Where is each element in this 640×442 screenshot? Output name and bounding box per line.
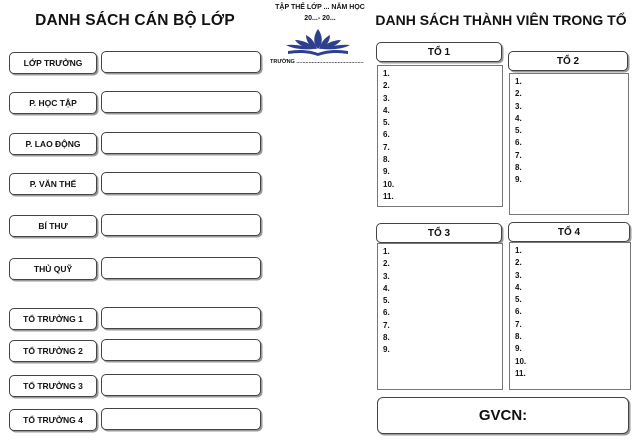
- label-bi-thu: BÍ THƯ: [9, 215, 97, 237]
- list-item: 11.: [383, 191, 394, 201]
- list-item: 9.: [515, 344, 522, 354]
- list-item: 3.: [515, 270, 522, 280]
- label-thu-quy: THỦ QUỸ: [9, 258, 97, 280]
- list-item: 4.: [383, 105, 390, 115]
- list-item: 5.: [383, 118, 390, 128]
- field-to-truong-1[interactable]: [101, 307, 261, 329]
- list-item: 1.: [515, 246, 522, 255]
- list-item: 7.: [515, 150, 522, 160]
- list-item: 8.: [515, 332, 522, 342]
- field-hoc-tap[interactable]: [101, 91, 261, 113]
- label-hoc-tap: P. HỌC TẬP: [9, 92, 97, 114]
- list-item: 10.: [383, 179, 395, 189]
- field-van-the[interactable]: [101, 172, 261, 194]
- gvcn-label: GVCN:: [478, 407, 528, 424]
- label-lop-truong: LỚP TRƯỞNG: [9, 52, 97, 74]
- list-item: 2.: [515, 258, 522, 268]
- school-name-line: TRƯỜNG ............................................: [270, 59, 364, 65]
- list-item: 4.: [383, 283, 390, 293]
- homeroom-teacher-box[interactable]: [377, 397, 629, 434]
- label-to-truong-1: TỔ TRƯỞNG 1: [9, 308, 97, 330]
- list-item: 11.: [515, 368, 526, 378]
- list-item: 6.: [515, 138, 522, 148]
- list-item: 1.: [383, 247, 390, 256]
- list-item: 5.: [515, 295, 522, 305]
- list-item: 2.: [383, 81, 390, 91]
- list-item: 7.: [515, 319, 522, 329]
- class-year-line: TẬP THỂ LỚP ... NĂM HỌC: [275, 4, 365, 11]
- group-2-title: TỔ 2: [508, 51, 628, 71]
- group-4-title: TỔ 4: [508, 222, 630, 242]
- list-item: 1.: [383, 69, 390, 78]
- list-item: 4.: [515, 113, 522, 123]
- list-item: 7.: [383, 142, 390, 152]
- list-item: 2.: [383, 259, 390, 269]
- field-lao-dong[interactable]: [101, 132, 261, 154]
- label-lao-dong: P. LAO ĐỘNG: [9, 133, 97, 155]
- group-1-list[interactable]: [377, 65, 503, 207]
- class-header: [265, 2, 375, 24]
- list-item: 4.: [515, 282, 522, 292]
- list-item: 6.: [383, 308, 390, 318]
- group-4-list[interactable]: [509, 242, 631, 390]
- list-item: 3.: [515, 101, 522, 111]
- field-lop-truong[interactable]: [101, 51, 261, 73]
- school-year-range: 20...- 20...: [304, 15, 336, 22]
- list-item: 8.: [515, 163, 522, 173]
- list-item: 8.: [383, 155, 390, 165]
- officers-title: DANH SÁCH CÁN BỘ LỚP: [35, 12, 235, 29]
- label-van-the: P. VĂN THỂ: [9, 173, 97, 195]
- group-3-list[interactable]: [377, 243, 503, 390]
- list-item: 9.: [383, 345, 390, 355]
- list-item: 8.: [383, 333, 390, 343]
- list-item: 2.: [515, 89, 522, 99]
- group-1-title: TỔ 1: [376, 42, 502, 62]
- list-item: 3.: [383, 271, 390, 281]
- list-item: 10.: [515, 356, 527, 366]
- field-to-truong-4[interactable]: [101, 408, 261, 430]
- label-to-truong-2: TỔ TRƯỞNG 2: [9, 340, 97, 362]
- group-3-title: TỔ 3: [376, 223, 502, 243]
- list-item: 5.: [515, 126, 522, 136]
- members-title: DANH SÁCH THÀNH VIÊN TRONG TỔ: [375, 12, 627, 28]
- list-item: 5.: [383, 296, 390, 306]
- lotus-book-logo-icon: [280, 27, 356, 59]
- list-item: 1.: [515, 77, 522, 86]
- label-to-truong-3: TỔ TRƯỞNG 3: [9, 375, 97, 397]
- list-item: 7.: [383, 320, 390, 330]
- field-to-truong-2[interactable]: [101, 339, 261, 361]
- list-item: 6.: [515, 307, 522, 317]
- list-item: 9.: [515, 175, 522, 185]
- field-to-truong-3[interactable]: [101, 374, 261, 396]
- field-bi-thu[interactable]: [101, 214, 261, 236]
- field-thu-quy[interactable]: [101, 257, 261, 279]
- list-item: 9.: [383, 167, 390, 177]
- group-2-list[interactable]: [509, 73, 629, 215]
- list-item: 3.: [383, 93, 390, 103]
- list-item: 6.: [383, 130, 390, 140]
- label-to-truong-4: TỔ TRƯỞNG 4: [9, 409, 97, 431]
